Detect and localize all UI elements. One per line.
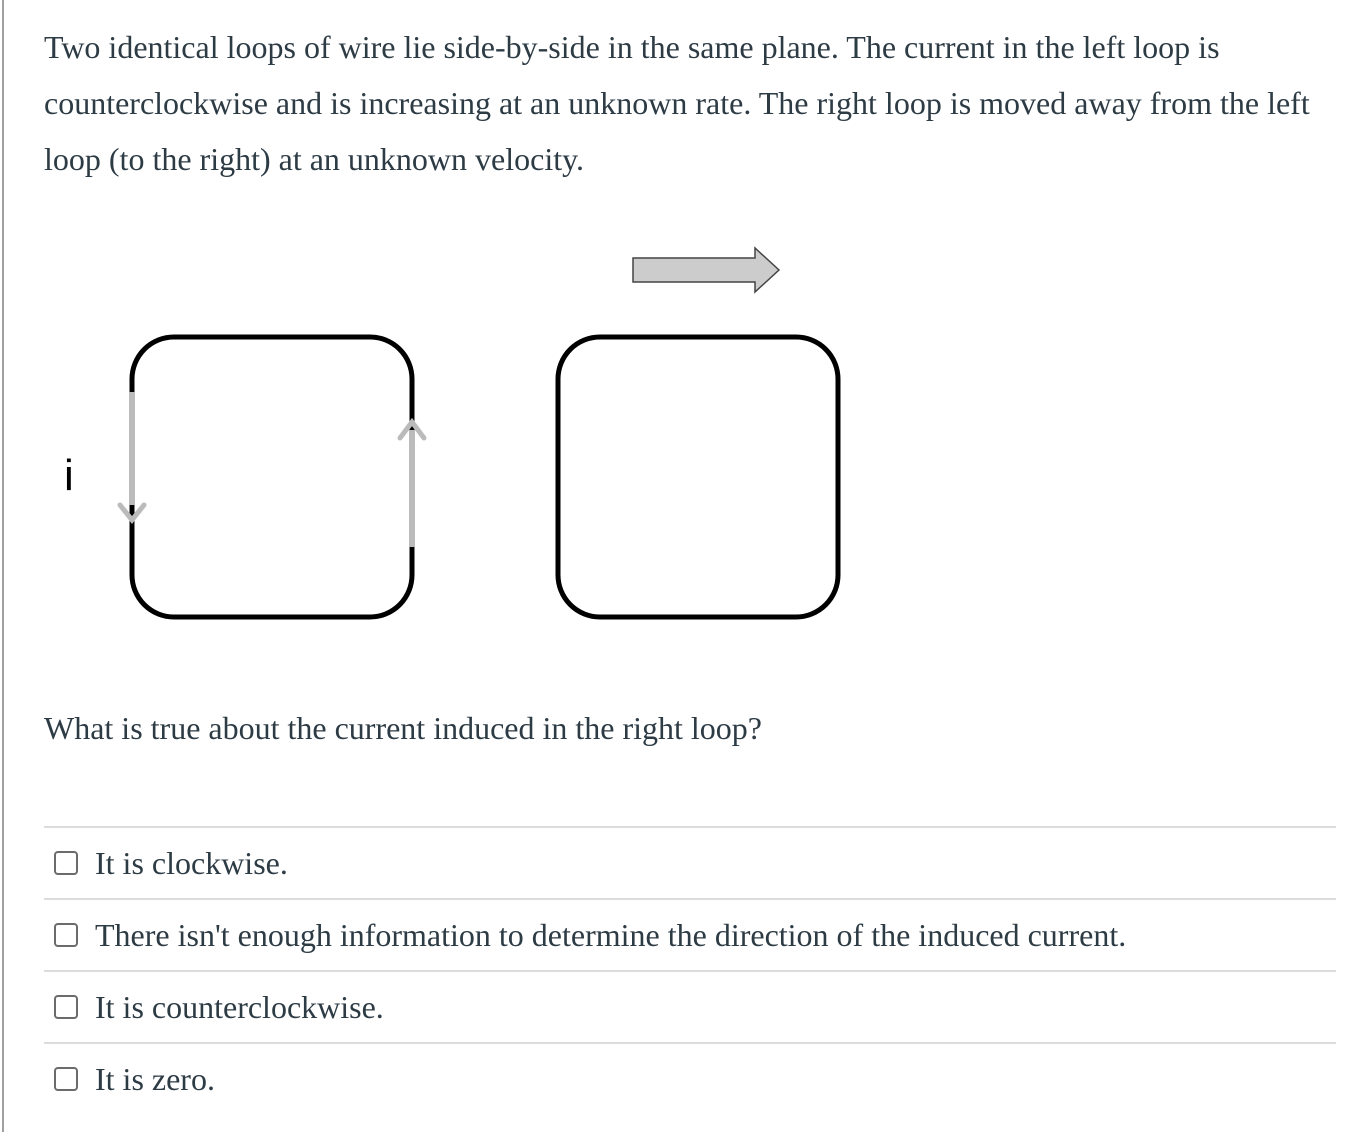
answer-options: [44, 826, 1336, 1114]
question-intro: Two identical loops of wire lie side-by-side in the same plane. The current in the left loop is counterclockwise and is increasing at an unknown rate. The right loop is moved away from the left loop (to the right) at an unknown velocity.: [44, 29, 1310, 177]
current-arrow-down-icon: [120, 392, 144, 520]
answer-option[interactable]: [44, 826, 1336, 898]
answer-option[interactable]: [44, 970, 1336, 1042]
motion-arrow: [633, 248, 779, 292]
answer-label: It is zero.: [95, 1060, 215, 1097]
checkbox[interactable]: [54, 995, 78, 1019]
current-arrow-up-icon: [400, 422, 424, 547]
left-loop: [132, 337, 412, 617]
checkbox[interactable]: [54, 1067, 78, 1091]
answer-option[interactable]: [44, 898, 1336, 970]
checkbox[interactable]: [54, 851, 78, 875]
answer-label: It is clockwise.: [95, 844, 288, 881]
answer-label: It is counterclockwise.: [95, 988, 384, 1025]
right-loop: [558, 337, 838, 617]
answer-option[interactable]: [44, 1042, 1336, 1114]
question-prompt: What is true about the current induced in the right loop?: [44, 710, 762, 746]
checkbox[interactable]: [54, 923, 78, 947]
answer-label: There isn't enough information to determine the direction of the induced current.: [95, 916, 1127, 953]
current-label: i: [64, 451, 74, 500]
